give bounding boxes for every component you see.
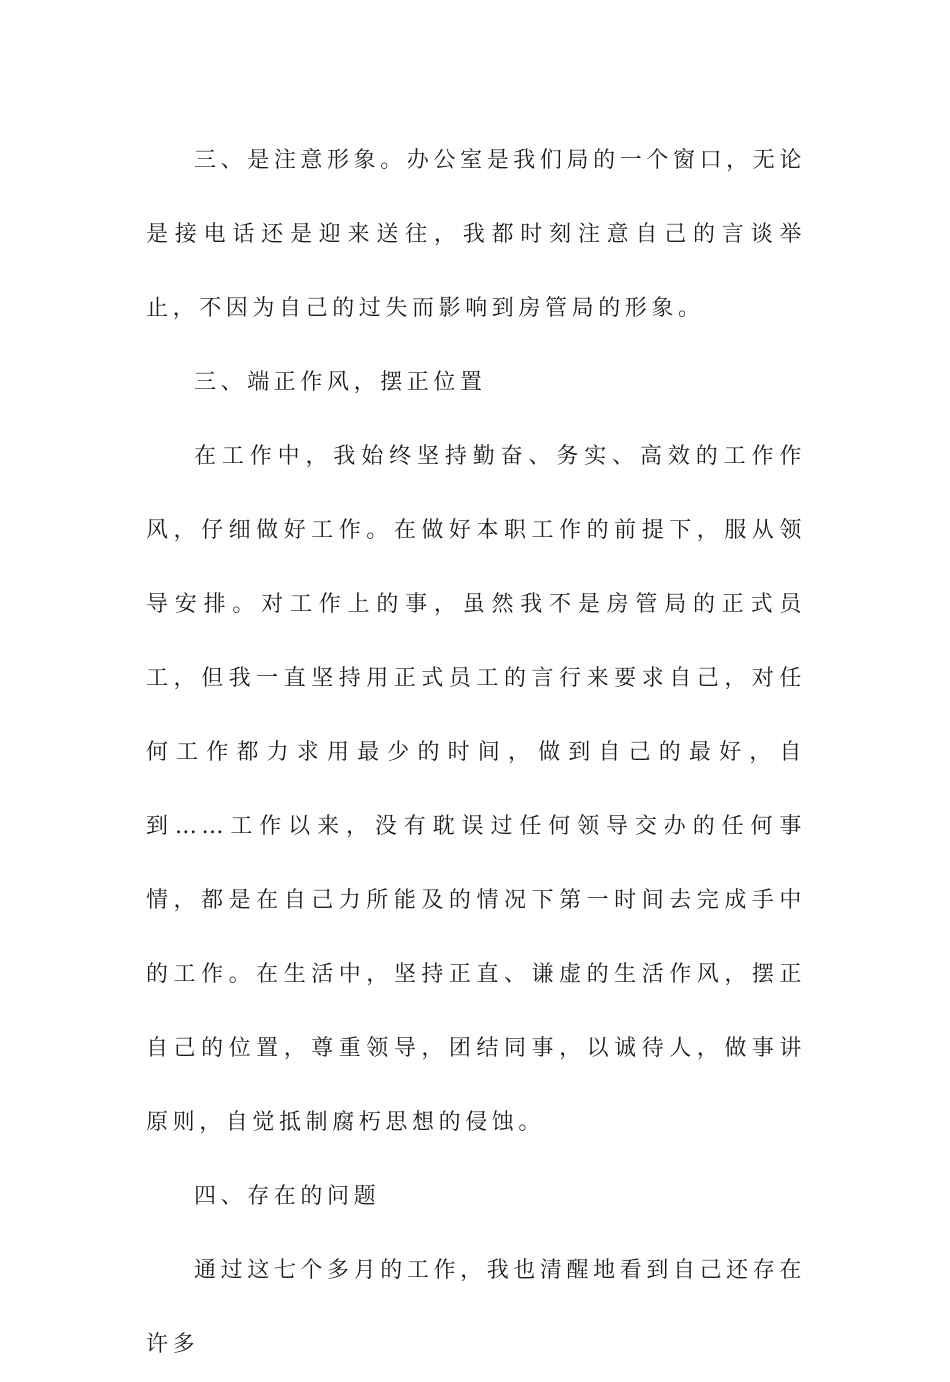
paragraph-work-style: 在工作中，我始终坚持勤奋、务实、高效的工作作风，仔细做好工作。在做好本职工作的前提下，服从领导安排。对工作上的事，虽然我不是房管局的正式员工，但我一直坚持用正式员工的言行来要求自己，对任何工作都力求用最少的时间，做到自己的最好，自到……工作以来，没有耽误过任何领导交办的任何事情，都是在自己力所能及的情况下第一时间去完成手中的工作。在生活中，坚持正直、谦虚的生活作风，摆正自己的位置，尊重领导，团结同事，以诚待人，做事讲原则，自觉抵制腐朽思想的侵蚀。 [146,444,806,1135]
paragraph-image-awareness: 三、是注意形象。办公室是我们局的一个窗口，无论是接电话还是迎来送往，我都时刻注意自己的言谈举止，不因为自己的过失而影响到房管局的形象。 [146,148,806,321]
section-heading-conduct: 三、端正作风，摆正位置 [194,370,487,395]
paragraph-problems-intro: 通过这七个多月的工作，我也清醒地看到自己还存在许多 [146,1258,806,1357]
document-body [146,124,806,1382]
section-heading-problems: 四、存在的问题 [194,1184,381,1209]
